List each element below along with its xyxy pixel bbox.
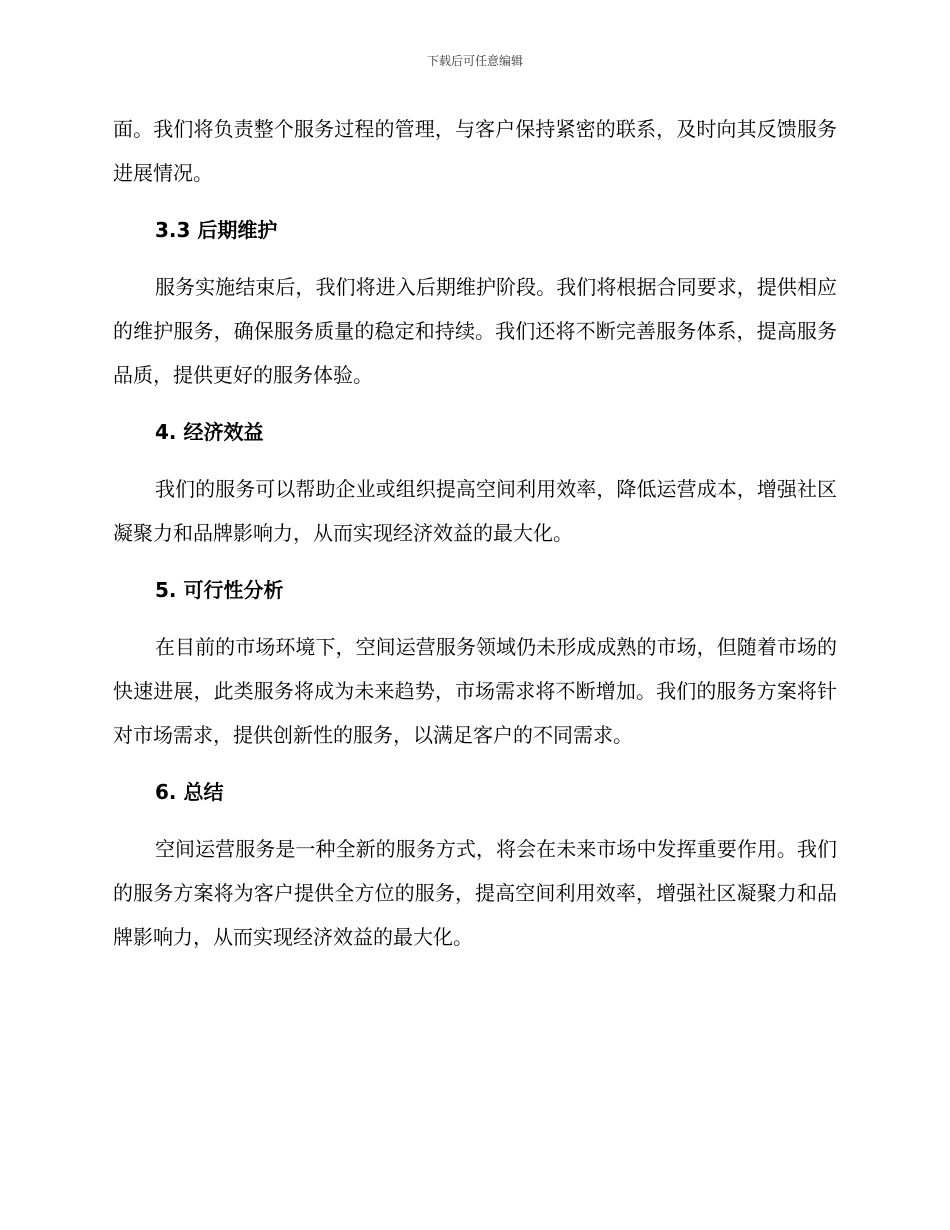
paragraph-continuation: 面。我们将负责整个服务过程的管理，与客户保持紧密的联系，及时向其反馈服务进展情况。 xyxy=(113,117,837,185)
heading-feasibility-analysis: 5. 可行性分析 xyxy=(155,578,284,602)
paragraph-summary: 空间运营服务是一种全新的服务方式，将会在未来市场中发挥重要作用。我们的服务方案将为客户提供全方位的服务，提高空间利用效率，增强社区凝聚力和品牌影响力，从而实现经济效益的最大化。 xyxy=(113,837,837,949)
paragraph-feasibility-analysis: 在目前的市场环境下，空间运营服务领域仍未形成成熟的市场，但随着市场的快速进展，此类服务将成为未来趋势，市场需求将不断增加。我们的服务方案将针对市场需求，提供创新性的服务，以满足客户的不同需求。 xyxy=(113,635,837,747)
page-header: 下载后可任意编辑 xyxy=(426,54,523,68)
heading-post-maintenance: 3.3 后期维护 xyxy=(155,218,278,242)
heading-summary: 6. 总结 xyxy=(155,780,224,804)
heading-economic-benefits: 4. 经济效益 xyxy=(155,420,264,444)
paragraph-post-maintenance: 服务实施结束后，我们将进入后期维护阶段。我们将根据合同要求，提供相应的维护服务，确保服务质量的稳定和持续。我们还将不断完善服务体系，提高服务品质，提供更好的服务体验。 xyxy=(113,275,837,387)
document-body xyxy=(113,107,837,959)
paragraph-economic-benefits: 我们的服务可以帮助企业或组织提高空间利用效率，降低运营成本，增强社区凝聚力和品牌影响力，从而实现经济效益的最大化。 xyxy=(113,477,837,545)
